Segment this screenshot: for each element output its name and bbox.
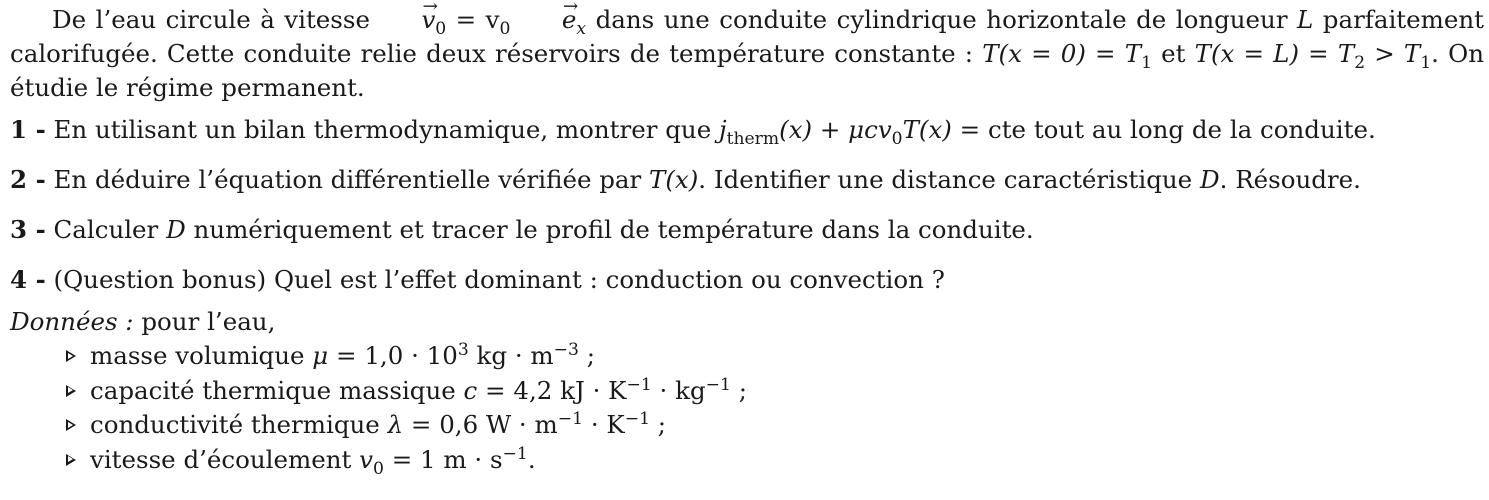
boundary-condition-2: $T(x = L) = T_2 > T_1$ bbox=[1194, 39, 1432, 73]
question-number: 3 - bbox=[10, 215, 46, 244]
question-4: 4 - (Question bonus) Quel est l’effet dominant : conduction ou convection ? bbox=[10, 265, 945, 294]
question-1: 1 - En utilisant un bilan thermodynamique, montrer que $j_{therm}(x) + \mu cv_0T(x)$ = cte tout au long de la conduite. bbox=[10, 115, 1376, 149]
data-list bbox=[10, 339, 1484, 477]
triangle-bullet-icon bbox=[66, 454, 76, 466]
velocity-symbol: → $v_0$ bbox=[379, 5, 446, 34]
boundary-condition-1: $T(x = 0) = T_1$ bbox=[982, 39, 1152, 73]
question-number: 4 - bbox=[10, 265, 46, 294]
question-number: 1 - bbox=[10, 115, 46, 144]
triangle-bullet-icon bbox=[66, 385, 76, 397]
list-item: masse volumique $\mu = 1,0 \cdot 10^3$ kg · $m^{-3}$ ; bbox=[66, 339, 1484, 374]
length-symbol: L bbox=[1297, 5, 1314, 34]
flux-expression: $j_{therm}(x) + \mu cv_0T(x)$ = cte bbox=[719, 115, 1027, 149]
list-item: capacité thermique massique c = 4,2 kJ · $K^{-1} \cdot kg^{-1}$ ; bbox=[66, 374, 1484, 409]
list-item: vitesse d’écoulement $v_0 = 1$ $m \cdot s^{-1}$. bbox=[66, 443, 1484, 478]
question-2: 2 - En déduire l’équation différentielle vérifiée par T(x). Identifier une distance caractéristique D. Résoudre. bbox=[10, 165, 1361, 194]
triangle-bullet-icon bbox=[66, 419, 76, 431]
intro-paragraph: De l’eau circule à vitesse → $v_0 = v_0 \to e_x$ dans une conduite cylindrique horizontale de longueur L parfaitement calorifugée. Cette conduite relie deux réservoirs de température constante : $T(x = 0) = T_1$ et $T(x = L) = T_2 > T_1$. On étudie le régime permanent. bbox=[10, 0, 1484, 105]
triangle-bullet-icon bbox=[66, 350, 76, 362]
list-item: conductivité thermique λ = 0,6 $W \cdot m^{-1} \cdot K^{-1}$ ; bbox=[66, 408, 1484, 443]
question-3: 3 - Calculer D numériquement et tracer le profil de température dans la conduite. bbox=[10, 215, 1034, 244]
data-heading: Données : pour l’eau, bbox=[10, 307, 276, 336]
velocity-expression: = $v_0 \to e_x$ bbox=[446, 5, 586, 34]
exercise-page bbox=[10, 0, 1484, 477]
question-number: 2 - bbox=[10, 165, 46, 194]
